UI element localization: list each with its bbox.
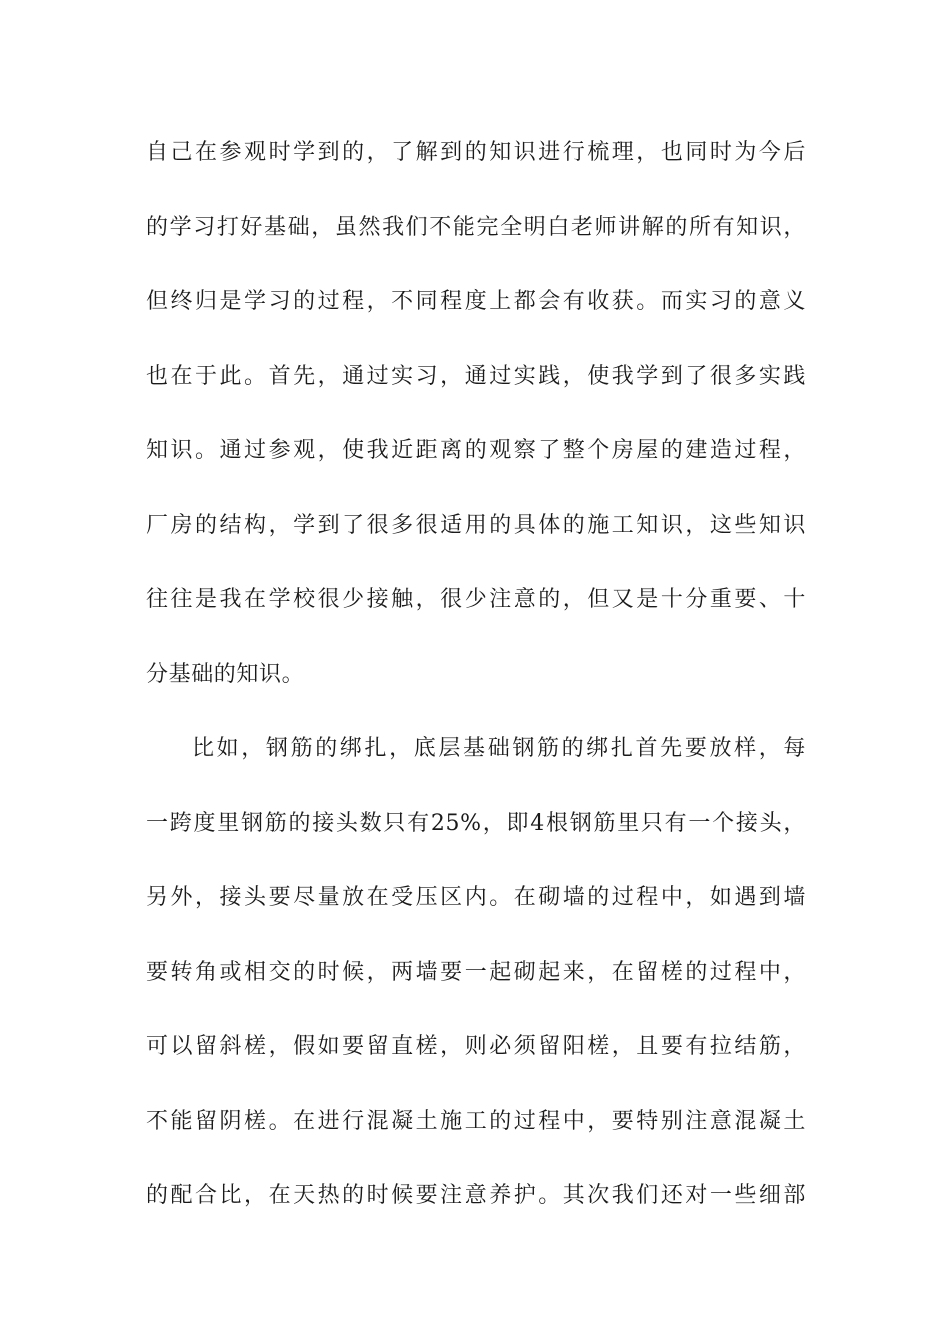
text-line: 往往是我在学校很少接触，很少注意的，但又是十分重要、十 — [146, 587, 806, 612]
text-line: 要转角或相交的时候，两墙要一起砌起来，在留槎的过程中， — [146, 959, 806, 985]
text-line: 另外，接头要尽量放在受压区内。在砌墙的过程中，如遇到墙 — [146, 885, 806, 910]
text-line: 也在于此。首先，通过实习，通过实践，使我学到了很多实践 — [146, 363, 806, 389]
text-line: 的配合比，在天热的时候要注意养护。其次我们还对一些细部 — [146, 1183, 806, 1208]
text-line: 一跨度里钢筋的接头数只有25%，即4根钢筋里只有一个接头， — [146, 810, 806, 836]
text-line: 不能留阴槎。在进行混凝土施工的过程中，要特别注意混凝土 — [146, 1108, 806, 1134]
text-line: 可以留斜槎，假如要留直槎，则必须留阳槎，且要有拉结筋， — [146, 1034, 806, 1059]
text-line: 知识。通过参观，使我近距离的观察了整个房屋的建造过程， — [146, 438, 806, 463]
text-line: 比如，钢筋的绑扎，底层基础钢筋的绑扎首先要放样，每 — [192, 736, 806, 761]
text-line: 的学习打好基础，虽然我们不能完全明白老师讲解的所有知识， — [146, 214, 806, 240]
text-line: 但终归是学习的过程，不同程度上都会有收获。而实习的意义 — [146, 289, 806, 314]
text-line: 自己在参观时学到的，了解到的知识进行梳理，也同时为今后 — [146, 140, 806, 165]
text-line: 厂房的结构，学到了很多很适用的具体的施工知识，这些知识 — [146, 512, 806, 538]
text-line: 分基础的知识。 — [146, 661, 305, 687]
document-body — [146, 131, 806, 1249]
